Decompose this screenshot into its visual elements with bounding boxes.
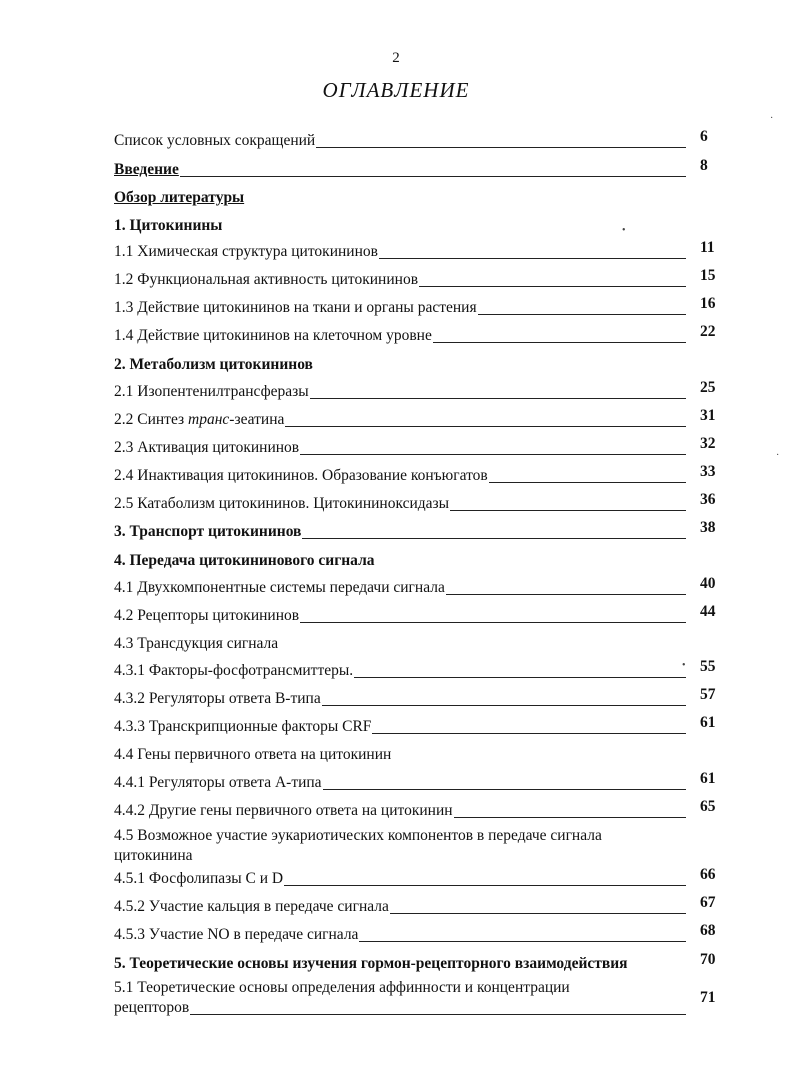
toc-entry-text: 2.1 Изопентенилтрансферазы — [114, 383, 309, 400]
toc-entry[interactable] — [114, 438, 686, 458]
toc-page-number: 33 — [700, 463, 716, 480]
toc-entry-text-continued: рецепторов — [114, 999, 190, 1016]
toc-entry[interactable] — [114, 522, 686, 542]
toc-entry-text: 2.5 Катаболизм цитокининов. Цитокининоксидазы — [114, 495, 450, 512]
toc-page-number: 55 — [700, 658, 716, 675]
toc-page-number: 65 — [700, 798, 716, 815]
leader-line — [489, 481, 686, 483]
toc-entry[interactable]: 5. Теоретические основы изучения гормон-рецепторного взаимодействия — [114, 955, 628, 972]
scan-speck: · — [776, 450, 780, 461]
toc-page-number: 11 — [700, 239, 715, 256]
scan-speck: · — [770, 113, 774, 124]
toc-page-number: 25 — [700, 379, 716, 396]
toc-entry[interactable] — [114, 978, 686, 1018]
scan-speck: • — [682, 660, 686, 671]
leader-line — [478, 313, 686, 315]
toc-page-number: 67 — [700, 894, 716, 911]
toc-subheading[interactable] — [114, 826, 686, 866]
toc-entry[interactable] — [114, 801, 686, 821]
toc-subheading[interactable]: 4.4 Гены первичного ответа на цитокинин — [114, 746, 392, 763]
toc-entry-text: 4.5.3 Участие NO в передаче сигнала — [114, 926, 359, 943]
toc-page-number: 38 — [700, 519, 716, 536]
leader-line — [354, 676, 686, 678]
toc-subheading[interactable]: 4.3 Трансдукция сигнала — [114, 635, 279, 652]
toc-entry[interactable] — [114, 869, 686, 889]
toc-entry[interactable] — [114, 897, 686, 917]
toc-entry[interactable] — [114, 606, 686, 626]
page-number: 2 — [392, 50, 400, 66]
toc-page-number: 16 — [700, 295, 716, 312]
leader-line — [190, 1013, 686, 1015]
leader-line — [302, 537, 686, 539]
leader-line — [316, 146, 686, 148]
toc-entry[interactable] — [114, 298, 686, 318]
toc-entry-text: 4.5.2 Участие кальция в передаче сигнала — [114, 898, 389, 915]
toc-entry[interactable] — [114, 410, 686, 430]
toc-page-number: 70 — [700, 951, 716, 968]
toc-entry-text: 3. Транспорт цитокининов — [114, 523, 302, 540]
toc-section-heading[interactable]: 4. Передача цитокининового сигнала — [114, 552, 375, 569]
toc-entry-text: 4.4.1 Регуляторы ответа А-типа — [114, 774, 322, 791]
leader-line — [322, 704, 686, 706]
toc-page-number: 36 — [700, 491, 716, 508]
toc-entry-text: 2.4 Инактивация цитокининов. Образование конъюгатов — [114, 467, 488, 484]
toc-entry-text: 1.2 Функциональная активность цитокининов — [114, 271, 419, 288]
toc-page-number: 8 — [700, 157, 708, 174]
toc-entry-text: 4.3.3 Транскрипционные факторы CRF — [114, 718, 372, 735]
leader-line — [300, 453, 686, 455]
toc-entry-text: 1.1 Химическая структура цитокининов — [114, 243, 378, 260]
leader-line — [433, 341, 686, 343]
toc-section-heading[interactable]: 2. Метаболизм цитокининов — [114, 356, 313, 373]
toc-entry[interactable] — [114, 689, 686, 709]
toc-page-number: 68 — [700, 922, 716, 939]
leader-line — [180, 175, 686, 177]
toc-entry-text: 4.5.1 Фосфолипазы С и D — [114, 870, 284, 887]
leader-line — [450, 509, 686, 511]
toc-entry-text: 1.4 Действие цитокининов на клеточном уровне — [114, 327, 432, 344]
leader-line — [285, 425, 686, 427]
toc-entry-text-continued: цитокинина — [114, 847, 193, 864]
leader-line — [390, 912, 686, 914]
toc-entry[interactable] — [114, 242, 686, 262]
toc-entry-text: 1.3 Действие цитокининов на ткани и органы растения — [114, 299, 477, 316]
toc-page-number: 32 — [700, 435, 716, 452]
toc-entry[interactable] — [114, 160, 686, 180]
toc-page-number: 61 — [700, 770, 716, 787]
toc-entry-text: Список условных сокращений — [114, 132, 316, 149]
toc-page-number: 31 — [700, 407, 716, 424]
toc-entry[interactable] — [114, 494, 686, 514]
toc-page-number: 71 — [700, 989, 716, 1006]
leader-line — [379, 257, 686, 259]
toc-page-number: 6 — [700, 128, 708, 145]
toc-entry-text: 4.4.2 Другие гены первичного ответа на цитокинин — [114, 802, 453, 819]
toc-entry[interactable] — [114, 578, 686, 598]
toc-entry[interactable] — [114, 717, 686, 737]
toc-entry[interactable] — [114, 466, 686, 486]
leader-line — [310, 397, 686, 399]
toc-page-number: 61 — [700, 714, 716, 731]
leader-line — [446, 593, 686, 595]
toc-entry[interactable] — [114, 773, 686, 793]
toc-entry-text: Введение — [114, 161, 179, 178]
toc-entry-text: 2.2 Синтез транс-зеатина — [114, 411, 285, 428]
document-title: ОГЛАВЛЕНИЕ — [322, 78, 470, 102]
leader-line — [323, 788, 686, 790]
leader-line — [419, 285, 686, 287]
scan-speck: • — [622, 225, 626, 236]
toc-entry[interactable] — [114, 270, 686, 290]
toc-entry[interactable] — [114, 131, 686, 151]
toc-page-number: 15 — [700, 267, 716, 284]
toc-entry-text: 2.3 Активация цитокининов — [114, 439, 300, 456]
toc-entry[interactable] — [114, 925, 686, 945]
toc-entry[interactable] — [114, 326, 686, 346]
toc-section-heading[interactable]: Обзор литературы — [114, 189, 245, 206]
toc-entry-text: 4.3.1 Факторы-фосфотрансмиттеры. — [114, 662, 354, 679]
toc-entry-text: 5.1 Теоретические основы определения аффинности и концентрации — [114, 979, 570, 996]
toc-page-number: 44 — [700, 603, 716, 620]
leader-line — [359, 940, 686, 942]
toc-entry[interactable] — [114, 382, 686, 402]
leader-line — [372, 732, 686, 734]
toc-section-heading[interactable]: 1. Цитокинины — [114, 217, 223, 234]
toc-entry-text: 4.3.2 Регуляторы ответа В-типа — [114, 690, 321, 707]
toc-entry-text: 4.1 Двухкомпонентные системы передачи сигнала — [114, 579, 445, 596]
toc-page-number: 66 — [700, 866, 716, 883]
toc-entry-text: 4.2 Рецепторы цитокининов — [114, 607, 300, 624]
toc-entry[interactable] — [114, 661, 686, 681]
toc-page-number: 22 — [700, 323, 716, 340]
leader-line — [454, 816, 686, 818]
leader-line — [300, 621, 686, 623]
toc-page-number: 40 — [700, 575, 716, 592]
leader-line — [284, 884, 686, 886]
toc-page-number: 57 — [700, 686, 716, 703]
toc-entry-text: 4.5 Возможное участие эукариотических компонентов в передаче сигнала — [114, 827, 602, 844]
